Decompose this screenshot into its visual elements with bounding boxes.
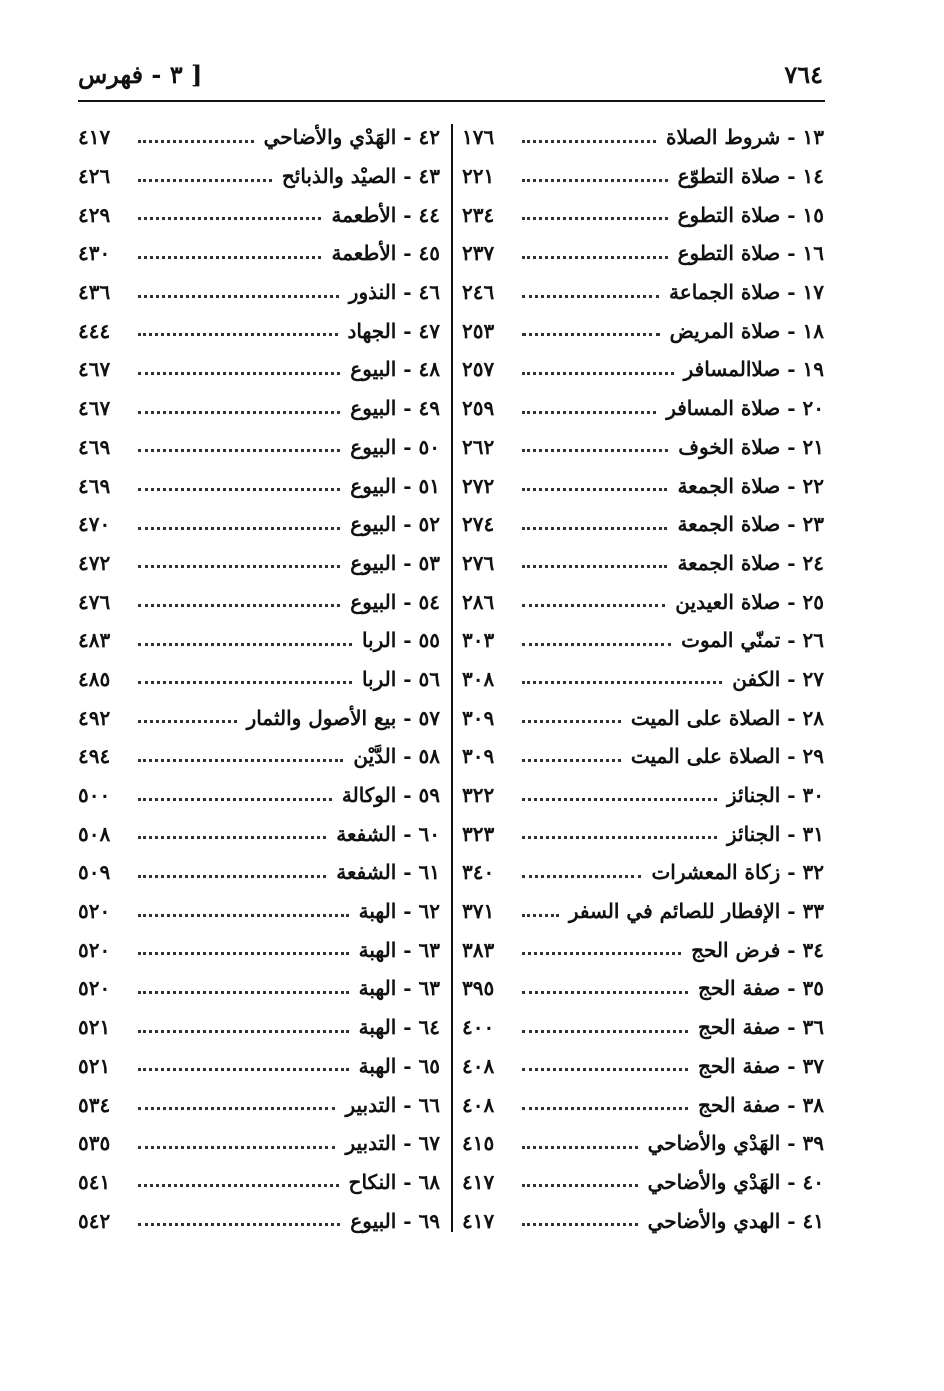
dot-leader bbox=[138, 604, 340, 607]
index-entry bbox=[462, 118, 824, 157]
entry-title: ١٨ - صلاة المريض bbox=[669, 318, 824, 343]
entry-page-number: ٤٦٩ bbox=[78, 473, 111, 498]
entry-page-number: ٢٢١ bbox=[462, 164, 495, 189]
entry-page-number: ٤٦٧ bbox=[78, 357, 111, 382]
index-entry bbox=[78, 1201, 440, 1240]
entry-title: ١٧ - صلاة الجماعة bbox=[669, 280, 824, 305]
dot-leader bbox=[522, 798, 717, 801]
index-entry bbox=[78, 118, 440, 157]
entry-title: ٢٠ - صلاة المسافر bbox=[666, 396, 824, 421]
entry-title: ٦٧ - التدبير bbox=[345, 1131, 440, 1156]
index-entry bbox=[462, 311, 824, 350]
dot-leader bbox=[138, 720, 237, 723]
entry-title: ٥٨ - الدَّيْن bbox=[353, 744, 440, 769]
dot-leader bbox=[522, 952, 681, 955]
entry-title: ٤٧ - الجهاد bbox=[347, 318, 440, 343]
entry-title: ٦٥ - الهبة bbox=[358, 1053, 440, 1078]
index-entry bbox=[462, 1124, 824, 1163]
entry-page-number: ٢٣٧ bbox=[462, 241, 495, 266]
index-entry bbox=[78, 1124, 440, 1163]
index-entry bbox=[462, 1085, 824, 1124]
entry-page-number: ٤٢٦ bbox=[78, 164, 111, 189]
index-entry bbox=[462, 389, 824, 428]
index-entry bbox=[78, 1047, 440, 1086]
index-entry bbox=[78, 505, 440, 544]
entry-page-number: ٥٤٢ bbox=[78, 1208, 111, 1233]
entry-page-number: ١٧٦ bbox=[462, 125, 495, 150]
index-entry bbox=[78, 234, 440, 273]
dot-leader bbox=[522, 1030, 688, 1033]
entry-page-number: ٥٢١ bbox=[78, 1053, 111, 1078]
index-entry bbox=[462, 1201, 824, 1240]
entry-page-number: ٢٤٦ bbox=[462, 280, 495, 305]
page-header bbox=[78, 52, 823, 96]
index-entry bbox=[78, 698, 440, 737]
index-entry bbox=[462, 892, 824, 931]
entry-page-number: ٢٥٩ bbox=[462, 396, 495, 421]
entry-title: ٥٧ - بيع الأصول والثمار bbox=[246, 705, 440, 730]
index-entry bbox=[78, 930, 440, 969]
dot-leader bbox=[522, 372, 674, 375]
entry-title: ٥٣ - البيوع bbox=[350, 550, 440, 575]
index-entry bbox=[78, 1163, 440, 1202]
dot-leader bbox=[522, 643, 671, 646]
entry-page-number: ٤٩٤ bbox=[78, 744, 111, 769]
entry-title: ٥٢ - البيوع bbox=[350, 512, 440, 537]
dot-leader bbox=[522, 256, 668, 259]
index-entry bbox=[462, 776, 824, 815]
entry-title: ٥٤ - البيوع bbox=[350, 589, 440, 614]
index-entry bbox=[462, 1008, 824, 1047]
dot-leader bbox=[138, 179, 272, 182]
entry-page-number: ٥٠٨ bbox=[78, 821, 111, 846]
dot-leader bbox=[138, 1146, 335, 1149]
index-entry bbox=[462, 544, 824, 583]
dot-leader bbox=[138, 875, 326, 878]
entry-title: ٥٩ - الوكالة bbox=[341, 783, 440, 808]
index-entry bbox=[78, 621, 440, 660]
dot-leader bbox=[522, 333, 660, 336]
index-entry bbox=[78, 157, 440, 196]
dot-leader bbox=[138, 643, 352, 646]
entry-page-number: ٣٢٣ bbox=[462, 821, 495, 846]
dot-leader bbox=[138, 565, 340, 568]
dot-leader bbox=[138, 1030, 349, 1033]
dot-leader bbox=[522, 991, 688, 994]
entry-page-number: ٤٣٦ bbox=[78, 280, 111, 305]
entry-title: ٥١ - البيوع bbox=[350, 473, 440, 498]
entry-title: ٥٦ - الربا bbox=[361, 666, 440, 691]
entry-title: ٦٦ - التدبير bbox=[345, 1092, 440, 1117]
entry-title: ٦٩ - البيوع bbox=[350, 1208, 440, 1233]
entry-title: ٢١ - صلاة الخوف bbox=[678, 434, 824, 459]
entry-page-number: ٤٠٨ bbox=[462, 1053, 495, 1078]
entry-title: ٢٥ - صلاة العيدين bbox=[675, 589, 824, 614]
index-column-left bbox=[78, 118, 440, 1240]
index-entry bbox=[462, 157, 824, 196]
entry-title: ٢٣ - صلاة الجمعة bbox=[677, 512, 824, 537]
index-entry bbox=[78, 544, 440, 583]
entry-title: ٣٣ - الإفطار للصائم في السفر bbox=[568, 899, 824, 924]
entry-page-number: ٢٥٧ bbox=[462, 357, 495, 382]
index-entry bbox=[78, 466, 440, 505]
entry-title: ٣٩ - الهَدْي والأضاحي bbox=[647, 1131, 824, 1156]
entry-page-number: ٥٢١ bbox=[78, 1015, 111, 1040]
entry-page-number: ٤١٧ bbox=[462, 1169, 495, 1194]
entry-title: ٦٣ - الهبة bbox=[358, 937, 440, 962]
index-entry bbox=[462, 698, 824, 737]
entry-title: ٢٦ - تمنّي الموت bbox=[681, 628, 824, 653]
index-entry bbox=[462, 1163, 824, 1202]
entry-page-number: ٤٤٤ bbox=[78, 318, 111, 343]
index-entry bbox=[462, 737, 824, 776]
dot-leader bbox=[138, 759, 343, 762]
entry-title: ٦٢ - الهبة bbox=[358, 899, 440, 924]
entry-title: ١٣ - شروط الصلاة bbox=[665, 125, 824, 150]
index-entry bbox=[78, 311, 440, 350]
entry-title: ٥٥ - الربا bbox=[361, 628, 440, 653]
index-entry bbox=[78, 428, 440, 467]
index-entry bbox=[462, 350, 824, 389]
entry-page-number: ٣٠٨ bbox=[462, 666, 495, 691]
dot-leader bbox=[138, 681, 352, 684]
index-entry bbox=[462, 1047, 824, 1086]
index-entry bbox=[462, 273, 824, 312]
entry-page-number: ٢٦٢ bbox=[462, 434, 495, 459]
dot-leader bbox=[522, 1107, 688, 1110]
entry-title: ٢٨ - الصلاة على الميت bbox=[630, 705, 824, 730]
index-entry bbox=[462, 428, 824, 467]
dot-leader bbox=[522, 565, 667, 568]
entry-title: ٣١ - الجنائز bbox=[726, 821, 824, 846]
index-entry bbox=[462, 234, 824, 273]
entry-title: ٣٧ - صفة الحج bbox=[698, 1053, 824, 1078]
index-entry bbox=[78, 582, 440, 621]
index-entry bbox=[462, 853, 824, 892]
entry-page-number: ٣٢٢ bbox=[462, 783, 495, 808]
dot-leader bbox=[138, 449, 340, 452]
entry-title: ٣٨ - صفة الحج bbox=[698, 1092, 824, 1117]
entry-title: ٤٢ - الهَدْي والأضاحي bbox=[263, 125, 440, 150]
entry-page-number: ٤٨٥ bbox=[78, 666, 111, 691]
entry-page-number: ٣٤٠ bbox=[462, 860, 495, 885]
dot-leader bbox=[522, 681, 722, 684]
index-entry bbox=[462, 582, 824, 621]
entry-title: ٤٤ - الأطعمة bbox=[331, 202, 440, 227]
entry-page-number: ٥٠٩ bbox=[78, 860, 111, 885]
index-entry bbox=[462, 814, 824, 853]
dot-leader bbox=[138, 488, 340, 491]
dot-leader bbox=[138, 411, 340, 414]
entry-title: ٦١ - الشفعة bbox=[336, 860, 440, 885]
entry-page-number: ٤٩٢ bbox=[78, 705, 111, 730]
entry-page-number: ٢٧٦ bbox=[462, 550, 495, 575]
entry-page-number: ٥٣٥ bbox=[78, 1131, 111, 1156]
entry-title: ٦٣ - الهبة bbox=[358, 976, 440, 1001]
entry-title: ٦٨ - النكاح bbox=[348, 1169, 440, 1194]
index-entry bbox=[78, 273, 440, 312]
entry-title: ١٤ - صلاة التطوّع bbox=[677, 164, 824, 189]
entry-title: ١٩ - صلاالمسافر bbox=[683, 357, 824, 382]
dot-leader bbox=[522, 1184, 638, 1187]
entry-page-number: ٥٠٠ bbox=[78, 783, 111, 808]
entry-page-number: ٤٨٣ bbox=[78, 628, 111, 653]
entry-page-number: ٤٧٢ bbox=[78, 550, 111, 575]
entry-page-number: ٥٣٤ bbox=[78, 1092, 111, 1117]
index-entry bbox=[78, 776, 440, 815]
section-title: [ ٣ - فهرس bbox=[78, 59, 203, 89]
entry-title: ٥٠ - البيوع bbox=[350, 434, 440, 459]
entry-title: ٢٤ - صلاة الجمعة bbox=[677, 550, 824, 575]
entry-page-number: ٤٧٦ bbox=[78, 589, 111, 614]
index-column-right bbox=[462, 118, 824, 1240]
dot-leader bbox=[138, 217, 321, 220]
dot-leader bbox=[522, 720, 621, 723]
dot-leader bbox=[522, 914, 559, 917]
index-entry bbox=[462, 930, 824, 969]
entry-title: ٢٩ - الصلاة على الميت bbox=[630, 744, 824, 769]
index-entry bbox=[78, 195, 440, 234]
dot-leader bbox=[522, 759, 621, 762]
entry-page-number: ٥٢٠ bbox=[78, 937, 111, 962]
dot-leader bbox=[138, 140, 254, 143]
entry-page-number: ٥٢٠ bbox=[78, 976, 111, 1001]
index-entry bbox=[78, 814, 440, 853]
index-entry bbox=[78, 1008, 440, 1047]
entry-title: ٢٢ - صلاة الجمعة bbox=[677, 473, 824, 498]
entry-title: ٤٨ - البيوع bbox=[350, 357, 440, 382]
entry-title: ٣٥ - صفة الحج bbox=[698, 976, 824, 1001]
entry-page-number: ٤١٧ bbox=[78, 125, 111, 150]
entry-page-number: ٣٠٩ bbox=[462, 705, 495, 730]
dot-leader bbox=[522, 1068, 688, 1071]
index-entry bbox=[78, 969, 440, 1008]
header-rule bbox=[78, 100, 825, 102]
entry-page-number: ٢٧٤ bbox=[462, 512, 495, 537]
dot-leader bbox=[522, 488, 667, 491]
dot-leader bbox=[522, 1146, 638, 1149]
entry-page-number: ٢٣٤ bbox=[462, 202, 495, 227]
dot-leader bbox=[138, 256, 321, 259]
index-entry bbox=[78, 1085, 440, 1124]
entry-title: ١٥ - صلاة التطوع bbox=[677, 202, 824, 227]
entry-title: ٦٠ - الشفعة bbox=[336, 821, 440, 846]
dot-leader bbox=[522, 875, 641, 878]
entry-page-number: ٤٠٠ bbox=[462, 1015, 495, 1040]
index-entry bbox=[78, 737, 440, 776]
dot-leader bbox=[138, 1184, 339, 1187]
entry-page-number: ٣٠٣ bbox=[462, 628, 495, 653]
entry-page-number: ٤٦٩ bbox=[78, 434, 111, 459]
dot-leader bbox=[138, 333, 338, 336]
entry-title: ٣٦ - صفة الحج bbox=[698, 1015, 824, 1040]
dot-leader bbox=[522, 604, 665, 607]
entry-page-number: ٢٧٢ bbox=[462, 473, 495, 498]
dot-leader bbox=[138, 798, 332, 801]
entry-page-number: ٤١٥ bbox=[462, 1131, 495, 1156]
index-entry bbox=[462, 505, 824, 544]
entry-page-number: ٣٩٥ bbox=[462, 976, 495, 1001]
dot-leader bbox=[138, 372, 340, 375]
dot-leader bbox=[138, 1107, 335, 1110]
entry-title: ٢٧ - الكفن bbox=[732, 666, 824, 691]
entry-title: ٤١ - الهدي والأضاحي bbox=[647, 1208, 824, 1233]
entry-title: ١٦ - صلاة التطوع bbox=[677, 241, 824, 266]
dot-leader bbox=[138, 1223, 340, 1226]
dot-leader bbox=[522, 1223, 638, 1226]
entry-title: ٤٥ - الأطعمة bbox=[331, 241, 440, 266]
column-divider bbox=[451, 124, 453, 1232]
entry-page-number: ٤٣٠ bbox=[78, 241, 111, 266]
dot-leader bbox=[138, 527, 340, 530]
dot-leader bbox=[522, 217, 668, 220]
entry-title: ٤٦ - النذور bbox=[348, 280, 440, 305]
dot-leader bbox=[138, 914, 349, 917]
entry-page-number: ٣٨٣ bbox=[462, 937, 495, 962]
entry-page-number: ٢٥٣ bbox=[462, 318, 495, 343]
entry-page-number: ٤٦٧ bbox=[78, 396, 111, 421]
entry-page-number: ٣٧١ bbox=[462, 899, 495, 924]
index-entry bbox=[78, 853, 440, 892]
index-entry bbox=[462, 621, 824, 660]
index-entry bbox=[78, 350, 440, 389]
dot-leader bbox=[138, 1068, 349, 1071]
index-entry bbox=[462, 660, 824, 699]
dot-leader bbox=[522, 527, 667, 530]
entry-page-number: ٣٠٩ bbox=[462, 744, 495, 769]
dot-leader bbox=[138, 952, 349, 955]
entry-title: ٣٢ - زكاة المعشرات bbox=[651, 860, 824, 885]
entry-page-number: ٥٤١ bbox=[78, 1169, 111, 1194]
index-entry bbox=[78, 389, 440, 428]
entry-title: ٤٠ - الهَدْي والأضاحي bbox=[647, 1169, 824, 1194]
dot-leader bbox=[522, 836, 717, 839]
entry-title: ٦٤ - الهبة bbox=[358, 1015, 440, 1040]
index-entry bbox=[462, 466, 824, 505]
index-entry bbox=[78, 892, 440, 931]
index-entry bbox=[78, 660, 440, 699]
entry-title: ٣٠ - الجنائز bbox=[726, 783, 824, 808]
entry-title: ٣٤ - فرض الحج bbox=[691, 937, 824, 962]
entry-page-number: ٥٢٠ bbox=[78, 899, 111, 924]
entry-page-number: ٤٢٩ bbox=[78, 202, 111, 227]
dot-leader bbox=[522, 449, 668, 452]
page-number: ٧٦٤ bbox=[784, 59, 823, 89]
entry-page-number: ٤٧٠ bbox=[78, 512, 111, 537]
entry-title: ٤٣ - الصيْد والذبائح bbox=[281, 164, 440, 189]
entry-title: ٤٩ - البيوع bbox=[350, 396, 440, 421]
entry-page-number: ٤٠٨ bbox=[462, 1092, 495, 1117]
dot-leader bbox=[522, 295, 659, 298]
index-entry bbox=[462, 195, 824, 234]
entry-page-number: ٢٨٦ bbox=[462, 589, 495, 614]
dot-leader bbox=[522, 411, 656, 414]
dot-leader bbox=[522, 140, 656, 143]
dot-leader bbox=[138, 836, 326, 839]
index-entry bbox=[462, 969, 824, 1008]
dot-leader bbox=[522, 179, 668, 182]
entry-page-number: ٤١٧ bbox=[462, 1208, 495, 1233]
dot-leader bbox=[138, 295, 339, 298]
dot-leader bbox=[138, 991, 349, 994]
